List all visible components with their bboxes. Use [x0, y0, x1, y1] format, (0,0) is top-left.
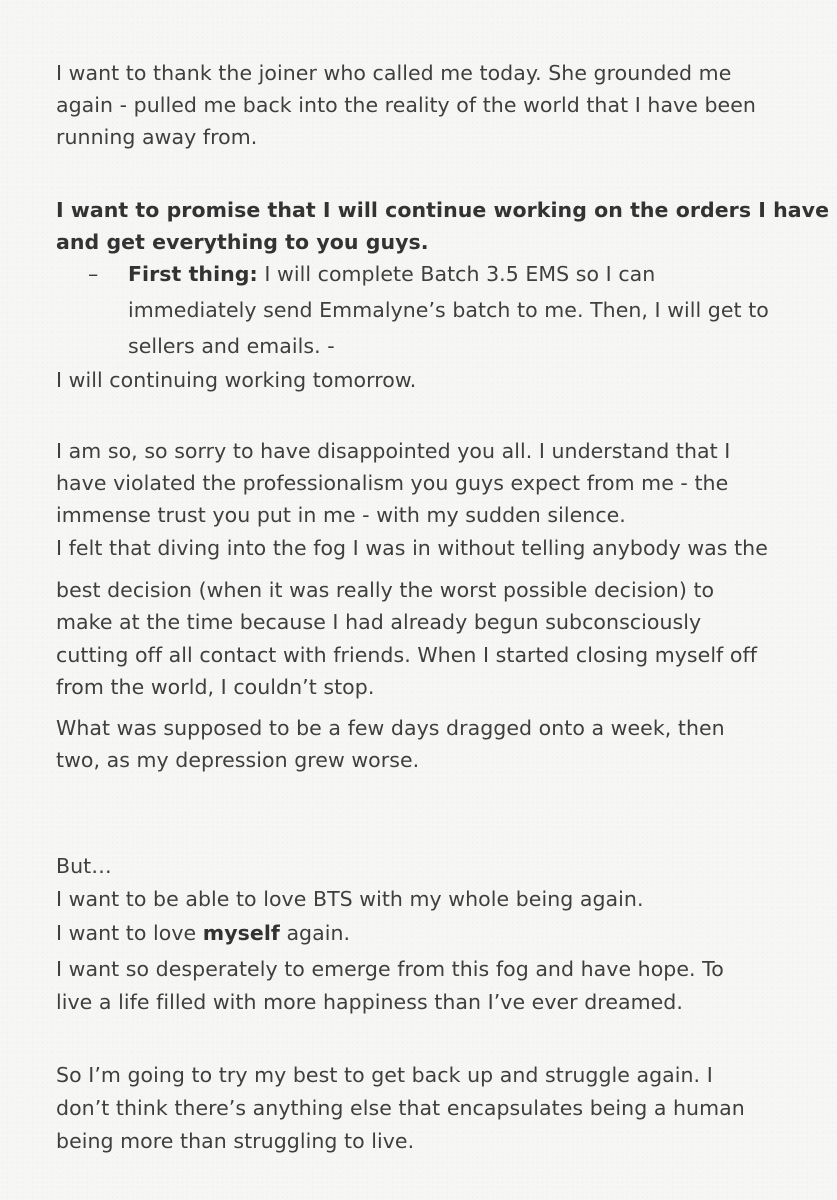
bullet-dash: –	[88, 262, 99, 286]
text-segment: again.	[279, 921, 351, 945]
promise-line: I want to promise that I will continue working on the orders I have	[56, 198, 830, 222]
promise-line: and get everything to you guys.	[56, 230, 429, 254]
text-line: What was supposed to be a few days dragged onto a week, then	[56, 716, 725, 740]
text-line: I will continuing working tomorrow.	[56, 368, 417, 392]
text-line: I want so desperately to emerge from this fog and have hope. To	[56, 957, 724, 981]
text-line: immense trust you put in me - with my sudden silence.	[56, 503, 626, 527]
text-line: two, as my depression grew worse.	[56, 748, 420, 772]
bullet-line: sellers and emails. -	[128, 334, 335, 358]
text-line	[56, 919, 350, 947]
text-line: live a life filled with more happiness than I’ve ever dreamed.	[56, 990, 683, 1014]
text-line: don’t think there’s anything else that encapsulates being a human	[56, 1096, 745, 1120]
text-line: make at the time because I had already begun subconsciously	[56, 610, 702, 634]
text-line: I want to be able to love BTS with my whole being again.	[56, 887, 644, 911]
text-line: I felt that diving into the fog I was in without telling anybody was the	[56, 536, 768, 560]
text-line: have violated the professionalism you guys expect from me - the	[56, 471, 729, 495]
text-line: So I’m going to try my best to get back up and struggle again. I	[56, 1063, 713, 1087]
bullet-label: First thing:	[128, 262, 258, 286]
text-segment: I want to love	[56, 921, 203, 945]
text-line: I am so, so sorry to have disappointed you all. I understand that I	[56, 439, 731, 463]
bullet-text: I will complete Batch 3.5 EMS so I can	[257, 262, 656, 286]
bullet-line: immediately send Emmalyne’s batch to me. Then, I will get to	[128, 298, 769, 322]
text-line: from the world, I couldn’t stop.	[56, 675, 375, 699]
bullet-line	[128, 260, 655, 288]
text-line: cutting off all contact with friends. When I started closing myself off	[56, 643, 758, 667]
text-line: I want to thank the joiner who called me today. She grounded me	[56, 61, 732, 85]
text-line: again - pulled me back into the reality of the world that I have been	[56, 93, 756, 117]
text-line: best decision (when it was really the worst possible decision) to	[56, 578, 715, 602]
text-line: But…	[56, 854, 112, 878]
text-line: running away from.	[56, 125, 258, 149]
text-line: being more than struggling to live.	[56, 1129, 415, 1153]
emphasis-myself: myself	[202, 921, 280, 945]
